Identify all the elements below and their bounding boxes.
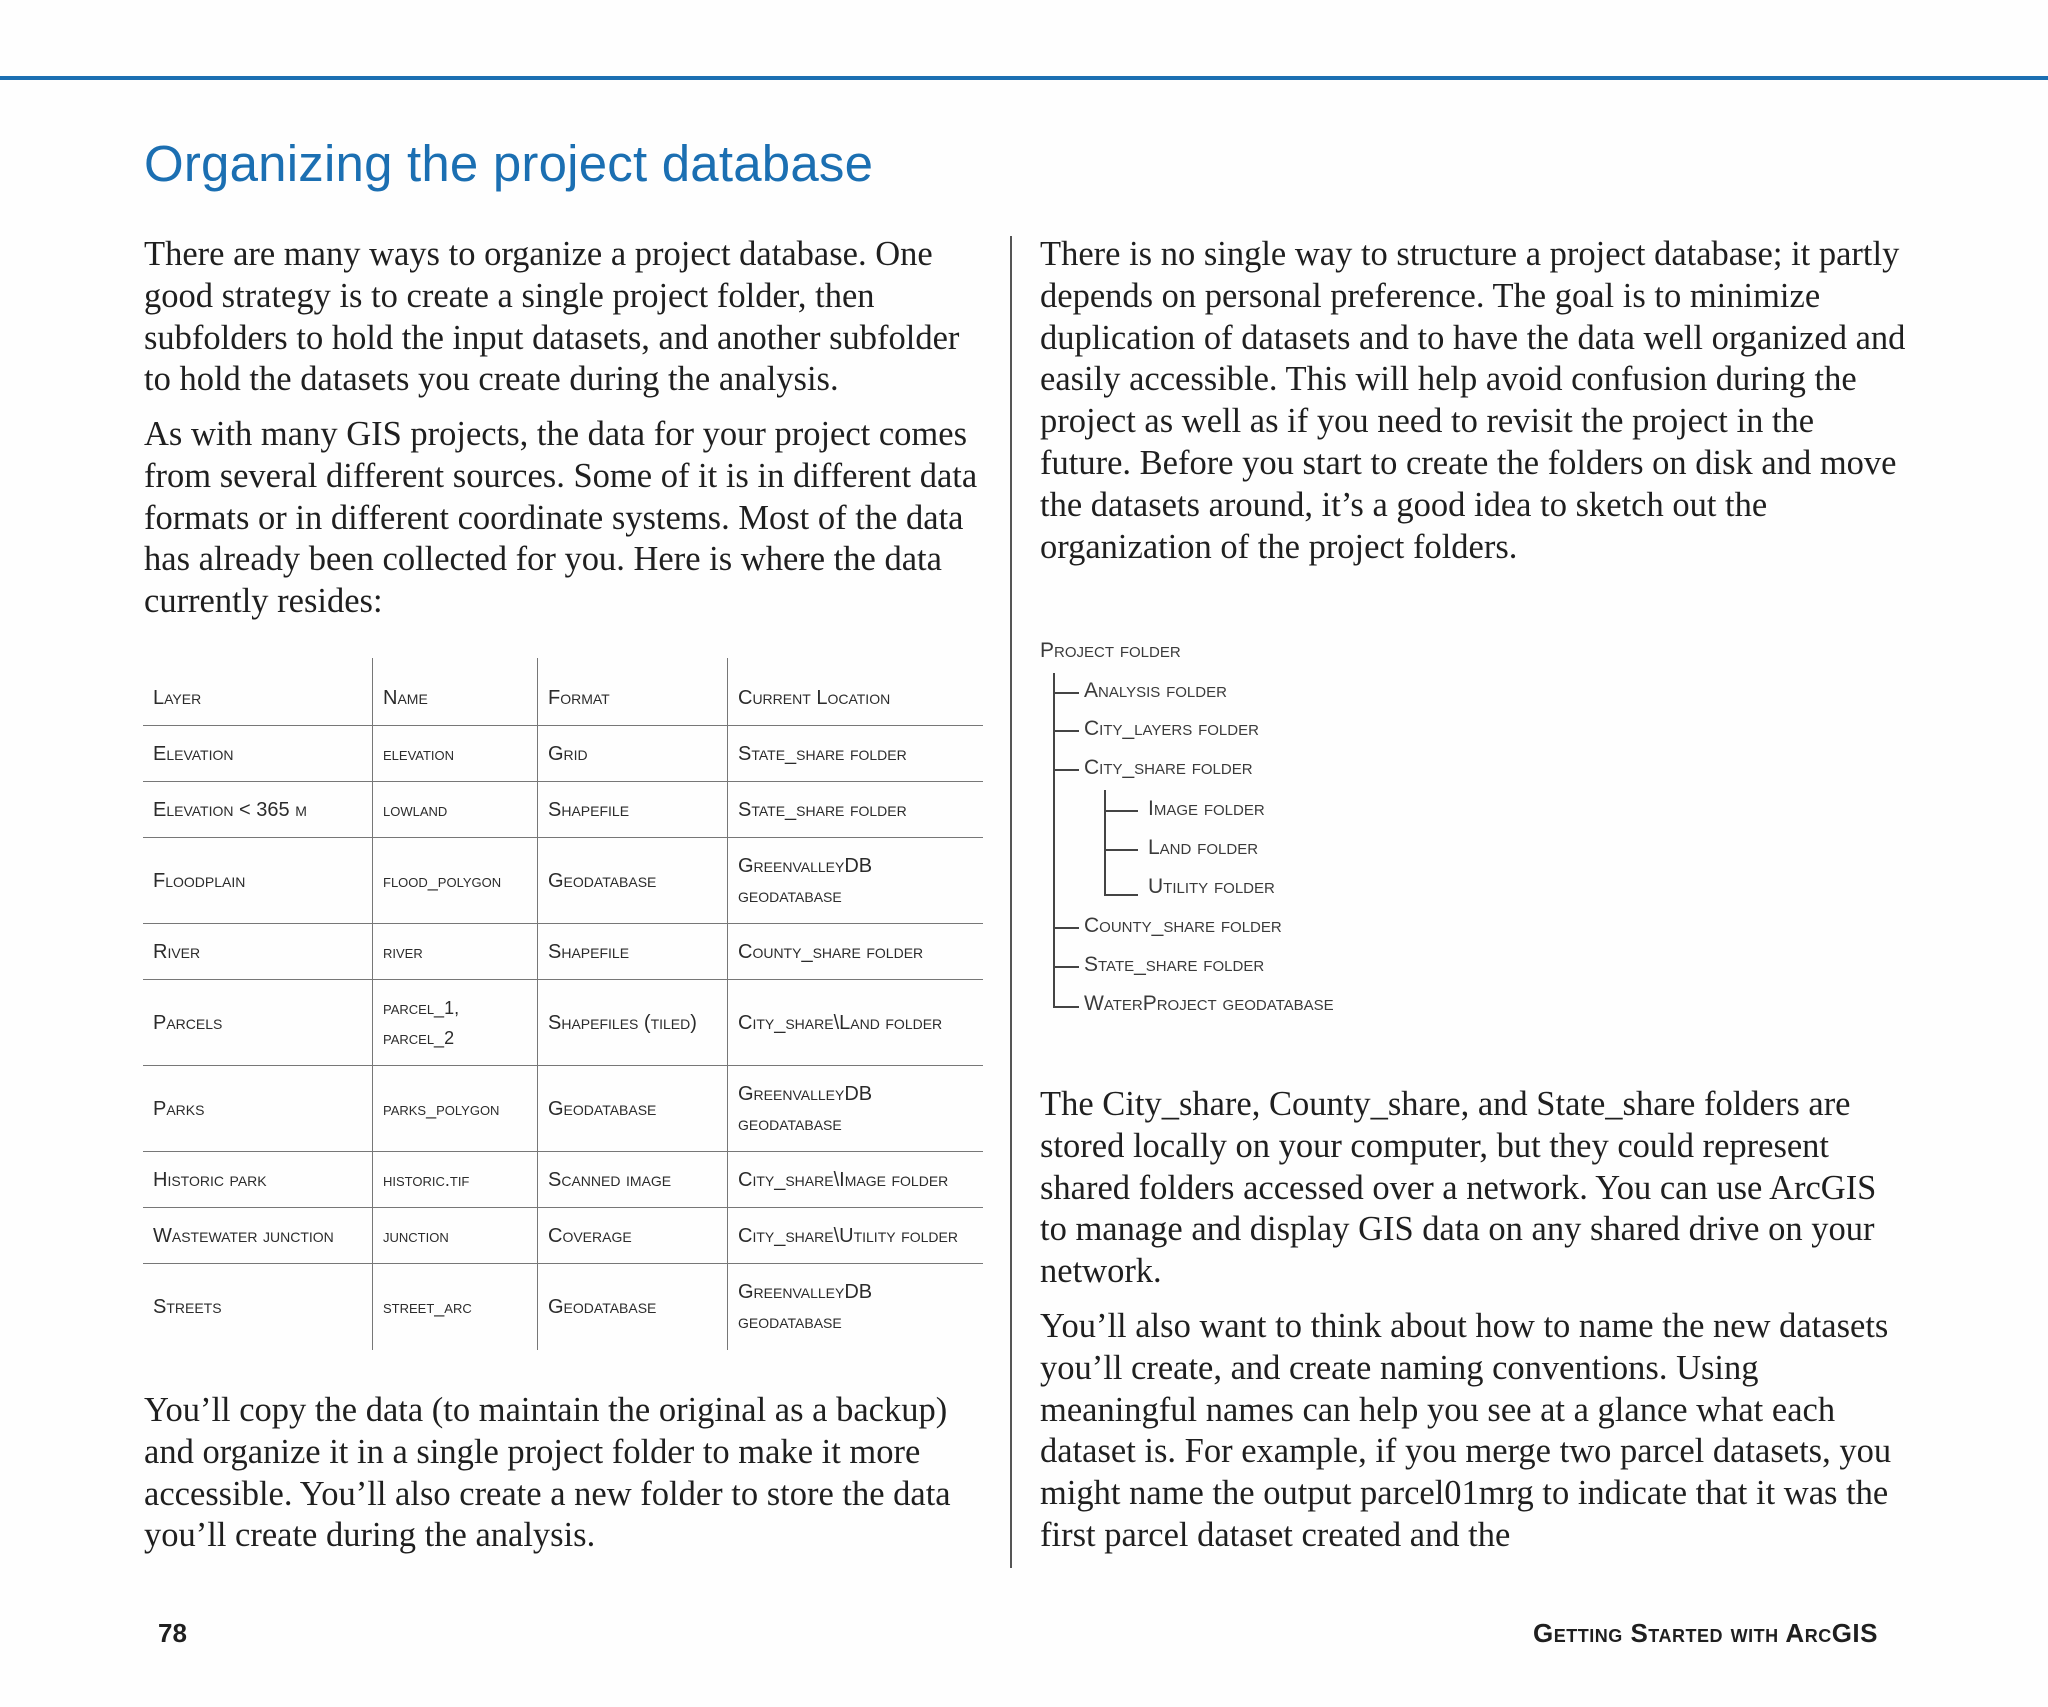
- header-name: Name: [373, 658, 538, 726]
- tree-trunk-line: [1053, 673, 1055, 1008]
- tree-utility-folder: Utility folder: [1148, 875, 1275, 898]
- cell-layer: Elevation: [143, 726, 373, 782]
- cell-name: parks_polygon: [373, 1066, 538, 1152]
- table-row: [143, 924, 983, 980]
- header-layer: Layer: [143, 658, 373, 726]
- cell-location: State_share folder: [728, 726, 984, 782]
- tree-analysis-folder: Analysis folder: [1084, 679, 1227, 702]
- cell-location: City_share\Image folder: [728, 1152, 984, 1208]
- cell-layer: Parks: [143, 1066, 373, 1152]
- header-format: Format: [538, 658, 728, 726]
- cell-name: flood_polygon: [373, 838, 538, 924]
- tree-county-share-folder: County_share folder: [1084, 914, 1282, 937]
- tree-branch-line: [1053, 730, 1079, 732]
- tree-branch-line: [1104, 894, 1138, 896]
- tree-city-layers-folder: City_layers folder: [1084, 717, 1259, 740]
- cell-name: lowland: [373, 782, 538, 838]
- cell-name: historic.tif: [373, 1152, 538, 1208]
- cell-format: Geodatabase: [538, 1264, 728, 1350]
- cell-layer: River: [143, 924, 373, 980]
- table-row: [143, 1264, 983, 1350]
- cell-layer: Wastewater junction: [143, 1208, 373, 1264]
- table-row: [143, 838, 983, 924]
- left-paragraph-3: You’ll copy the data (to maintain the original as a backup) and organize it in a single project folder to make it more accessible. You’ll also create a new folder to store the data you’ll create during the analysis.: [144, 1391, 951, 1555]
- tree-city-share-folder: City_share folder: [1084, 756, 1253, 779]
- tree-branch-line: [1053, 769, 1079, 771]
- tree-root-project-folder: Project folder: [1040, 639, 1181, 662]
- tree-branch-line: [1104, 810, 1138, 812]
- tree-branch-line: [1053, 966, 1079, 968]
- tree-land-folder: Land folder: [1148, 836, 1259, 859]
- table-row: [143, 1208, 983, 1264]
- cell-format: Geodatabase: [538, 1066, 728, 1152]
- cell-location: City_share\Land folder: [728, 980, 984, 1066]
- left-paragraph-2: As with many GIS projects, the data for your project comes from several different sources. Some of it is in different data formats or in different coordinate systems. Most of the data has already been collected for you. Here is where the data currently resides:: [144, 415, 978, 621]
- cell-layer: Historic park: [143, 1152, 373, 1208]
- data-location-table: [143, 658, 983, 1350]
- cell-location: County_share folder: [728, 924, 984, 980]
- table-row: [143, 782, 983, 838]
- cell-layer: Parcels: [143, 980, 373, 1066]
- table-row: [143, 1152, 983, 1208]
- top-rule: [0, 76, 2048, 80]
- right-paragraph-3: You’ll also want to think about how to name the new datasets you’ll create, and create naming conventions. Using meaningful names can help you see at a glance what each dataset is. For example, if you merge two parcel datasets, you might name the output parcel01mrg to indicate that it was the first parcel dataset created and the: [1040, 1307, 1892, 1554]
- tree-waterproject-geodatabase: WaterProject geodatabase: [1084, 992, 1334, 1015]
- right-paragraph-2: The City_share, County_share, and State_share folders are stored locally on your computer, but they could represent shared folders accessed over a network. You can use ArcGIS to manage and display GIS data on any shared drive on your network.: [1040, 1085, 1877, 1291]
- table-row: [143, 726, 983, 782]
- tree-sub-trunk-line: [1104, 790, 1106, 896]
- cell-name: junction: [373, 1208, 538, 1264]
- cell-name: river: [373, 924, 538, 980]
- cell-format: Shapefile: [538, 924, 728, 980]
- cell-format: Shapefile: [538, 782, 728, 838]
- running-footer-title: Getting Started with ArcGIS: [1533, 1618, 1878, 1648]
- cell-layer: Elevation < 365 m: [143, 782, 373, 838]
- cell-location: State_share folder: [728, 782, 984, 838]
- cell-format: Coverage: [538, 1208, 728, 1264]
- cell-format: Scanned image: [538, 1152, 728, 1208]
- page-number: 78: [158, 1618, 187, 1648]
- cell-location: GreenvalleyDB geodatabase: [728, 838, 984, 924]
- cell-location: GreenvalleyDB geodatabase: [728, 1066, 984, 1152]
- table-row: [143, 980, 983, 1066]
- page-title: Organizing the project database: [144, 135, 874, 192]
- cell-location: GreenvalleyDB geodatabase: [728, 1264, 984, 1350]
- column-divider: [1010, 236, 1012, 1568]
- header-current-location: Current Location: [728, 658, 984, 726]
- cell-name: street_arc: [373, 1264, 538, 1350]
- cell-location: City_share\Utility folder: [728, 1208, 984, 1264]
- cell-name: parcel_1, parcel_2: [373, 980, 538, 1066]
- left-paragraph-1: There are many ways to organize a project database. One good strategy is to create a single project folder, then subfolders to hold the input datasets, and another subfolder to hold the datasets you create during the analysis.: [144, 235, 960, 399]
- cell-name: elevation: [373, 726, 538, 782]
- tree-branch-line: [1104, 849, 1138, 851]
- cell-format: Shapefiles (tiled): [538, 980, 728, 1066]
- tree-branch-line: [1053, 927, 1079, 929]
- tree-image-folder: Image folder: [1148, 797, 1265, 820]
- cell-layer: Floodplain: [143, 838, 373, 924]
- table-row: [143, 1066, 983, 1152]
- cell-format: Geodatabase: [538, 838, 728, 924]
- tree-state-share-folder: State_share folder: [1084, 953, 1265, 976]
- cell-format: Grid: [538, 726, 728, 782]
- tree-branch-line: [1053, 692, 1079, 694]
- tree-branch-line: [1053, 1006, 1079, 1008]
- right-paragraph-1: There is no single way to structure a project database; it partly depends on personal preference. The goal is to minimize duplication of datasets and to have the data well organized and easily accessible. This will help avoid confusion during the project as well as if you need to revisit the project in the future. Before you start to create the folders on disk and move the datasets around, it’s a good idea to sketch out the organization of the project folders.: [1040, 235, 1906, 566]
- table-header-row: [143, 658, 983, 726]
- cell-layer: Streets: [153, 1295, 222, 1318]
